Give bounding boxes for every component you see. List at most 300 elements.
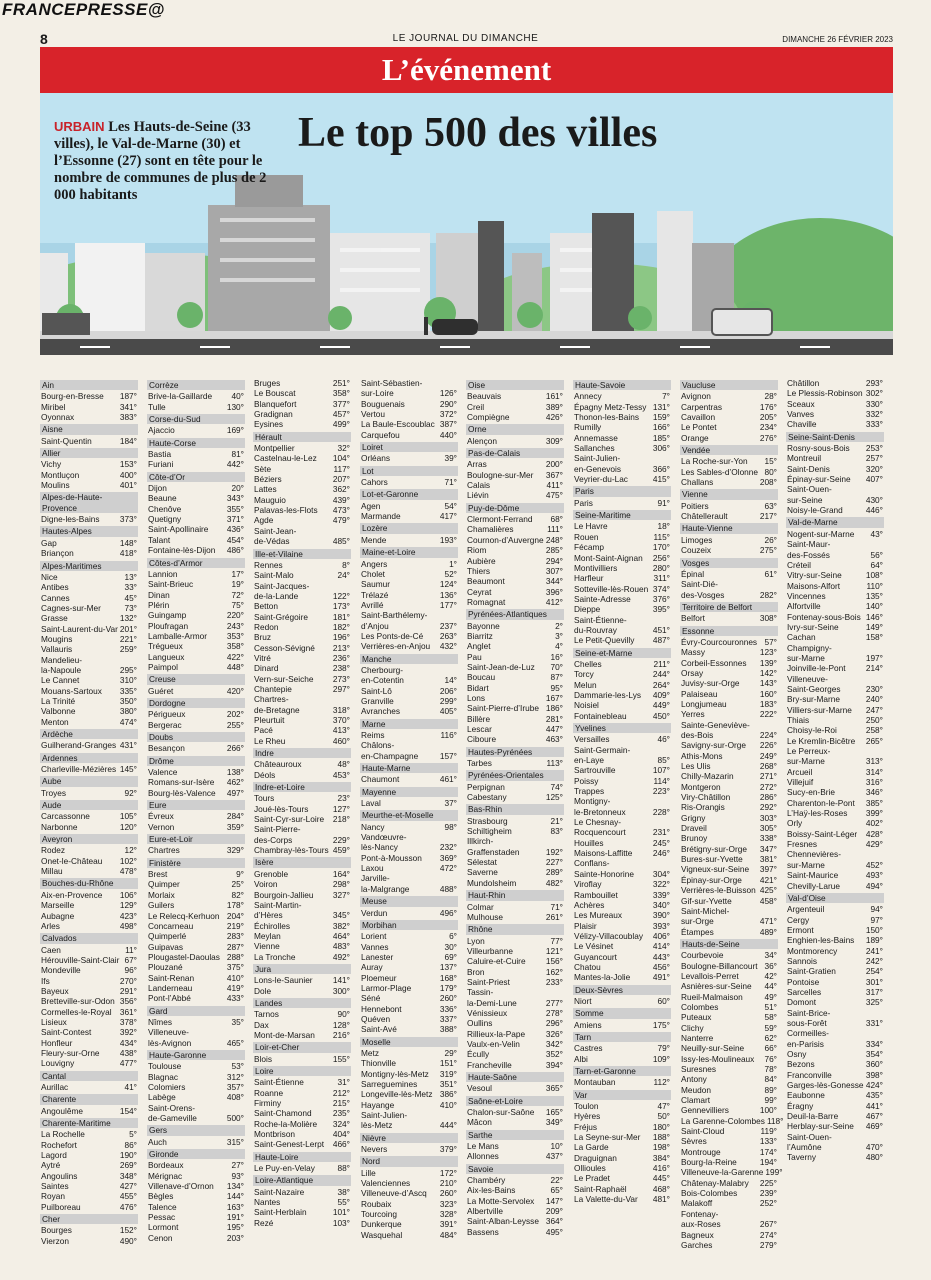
town-rank: 370° bbox=[332, 715, 350, 725]
town-rank: 496° bbox=[439, 907, 457, 918]
town-name: Furiani bbox=[148, 459, 174, 470]
town-name: Orange bbox=[681, 432, 709, 443]
town-row bbox=[680, 1043, 778, 1053]
town-row bbox=[147, 402, 245, 412]
town-rank: 415° bbox=[652, 474, 670, 485]
town-row bbox=[360, 696, 458, 706]
town-row bbox=[680, 771, 778, 781]
town-rank: 315° bbox=[226, 1136, 244, 1147]
town-name: Dammarie-les-Lys bbox=[574, 689, 641, 700]
town-rank: 66° bbox=[764, 1043, 777, 1054]
town-rank: 431° bbox=[119, 740, 137, 751]
town-name: Saint-Laurent-du-Var bbox=[41, 623, 118, 634]
town-name: Talant bbox=[148, 534, 171, 545]
town-name: Échirolles bbox=[254, 920, 290, 931]
town-rank: 395° bbox=[652, 604, 670, 615]
town-rank: 401° bbox=[119, 480, 137, 491]
town-name: Grasse bbox=[41, 613, 68, 624]
town-name: Arras bbox=[467, 459, 487, 470]
town-name: Mulhouse bbox=[467, 911, 503, 922]
town-name: Chatou bbox=[574, 961, 601, 972]
town-name: Villiers-sur-Marne bbox=[787, 704, 852, 715]
town-name: Villeneuve- bbox=[787, 673, 828, 684]
town-rank: 84° bbox=[764, 1074, 777, 1085]
town-name: Saint-Maur- bbox=[787, 539, 831, 550]
town-name: Saint-Dié- bbox=[681, 579, 718, 590]
town-name: Ris-Orangis bbox=[681, 802, 725, 813]
town-rank: 347° bbox=[759, 843, 777, 854]
town-name: Valenciennes bbox=[361, 1178, 411, 1189]
town-row bbox=[40, 955, 138, 965]
ranking-column bbox=[466, 378, 564, 1237]
town-name: Strasbourg bbox=[467, 815, 508, 826]
town-row bbox=[573, 1194, 671, 1204]
town-row bbox=[786, 1039, 884, 1049]
town-rank: 259° bbox=[119, 644, 137, 655]
town-rank: 47° bbox=[657, 1101, 670, 1112]
town-rank: 372° bbox=[439, 409, 457, 420]
town-row bbox=[786, 946, 884, 956]
town-row bbox=[466, 878, 564, 888]
town-rank: 351° bbox=[439, 1079, 457, 1089]
town-row bbox=[680, 792, 778, 802]
department-header: Seine-Maritime bbox=[573, 510, 671, 520]
town-row bbox=[147, 931, 245, 941]
town-name: Montpellier bbox=[254, 443, 295, 454]
town-row bbox=[360, 665, 458, 675]
town-row bbox=[573, 498, 671, 508]
town-name: Vigneux-sur-Seine bbox=[681, 864, 750, 875]
town-name: Sucy-en-Brie bbox=[787, 787, 835, 798]
town-row bbox=[40, 1017, 138, 1027]
town-rank: 426° bbox=[545, 412, 563, 423]
town-name: Millau bbox=[41, 866, 63, 877]
town-name: Amiens bbox=[574, 1019, 602, 1030]
town-rank: 235° bbox=[332, 1108, 350, 1119]
town-row bbox=[786, 581, 884, 591]
town-row bbox=[573, 1020, 671, 1030]
town-row bbox=[360, 1144, 458, 1154]
town-rank: 486° bbox=[226, 545, 244, 556]
town-row bbox=[466, 1206, 564, 1216]
town-rank: 387° bbox=[439, 419, 457, 430]
town-rank: 339° bbox=[652, 889, 670, 900]
town-name: Le Mans bbox=[467, 1141, 499, 1152]
town-rank: 161° bbox=[545, 391, 563, 402]
town-rank: 33° bbox=[124, 582, 137, 593]
town-row bbox=[147, 777, 245, 787]
town-name: Ploemeur bbox=[361, 972, 397, 983]
town-rank: 17° bbox=[231, 568, 244, 579]
town-name: Saint-Nazaire bbox=[254, 1186, 305, 1197]
town-row bbox=[680, 802, 778, 812]
town-name: Vélizy-Villacoublay bbox=[574, 930, 644, 941]
department-header: Loire bbox=[253, 1066, 351, 1076]
town-rank: 366° bbox=[652, 463, 670, 474]
town-rank: 303° bbox=[759, 812, 777, 823]
town-rank: 23° bbox=[337, 793, 350, 804]
town-rank: 222° bbox=[759, 709, 777, 720]
town-rank: 284° bbox=[226, 811, 244, 822]
department-header: Finistère bbox=[147, 858, 245, 868]
town-name: Paris bbox=[574, 497, 593, 508]
town-rank: 358° bbox=[332, 388, 350, 399]
town-name: Chalon-sur-Saône bbox=[467, 1107, 535, 1118]
town-row bbox=[786, 1049, 884, 1059]
town-name: Bègles bbox=[148, 1191, 174, 1202]
town-row bbox=[680, 1012, 778, 1022]
town-row bbox=[40, 634, 138, 644]
town-rank: 295° bbox=[119, 664, 137, 675]
town-name: Cenon bbox=[148, 1232, 173, 1243]
town-row bbox=[147, 610, 245, 620]
town-rank: 326° bbox=[545, 1028, 563, 1039]
town-row bbox=[147, 709, 245, 719]
town-name: Mandelieu- bbox=[41, 654, 83, 665]
town-rank: 429° bbox=[865, 839, 883, 850]
town-name: Arles bbox=[41, 920, 60, 931]
town-row bbox=[466, 1141, 564, 1151]
town-rank: 35° bbox=[231, 1016, 244, 1027]
town-rank: 456° bbox=[652, 961, 670, 972]
town-row bbox=[786, 529, 884, 539]
town-name: Avrillé bbox=[361, 599, 384, 610]
town-name: Lille bbox=[361, 1167, 376, 1178]
lede-paragraph bbox=[54, 118, 284, 204]
town-row bbox=[573, 776, 671, 786]
town-name: Bastia bbox=[148, 449, 172, 460]
town-row bbox=[40, 1236, 138, 1246]
town-rank: 302° bbox=[865, 388, 883, 399]
town-rank: 204° bbox=[226, 910, 244, 921]
town-name: La Roche-sur-Yon bbox=[681, 456, 748, 467]
town-name: Bry-sur-Marne bbox=[787, 694, 841, 705]
town-rank: 367° bbox=[545, 469, 563, 480]
kicker: URBAIN bbox=[54, 119, 105, 134]
headline: Le top 500 des villes bbox=[298, 110, 658, 156]
town-row bbox=[253, 890, 351, 900]
town-row bbox=[786, 777, 884, 787]
town-rank: 369° bbox=[439, 852, 457, 863]
town-name: Beaune bbox=[148, 493, 177, 504]
town-rank: 250° bbox=[865, 715, 883, 725]
town-row bbox=[360, 730, 458, 740]
town-rank: 409° bbox=[652, 689, 670, 700]
town-name: Ivry-sur-Seine bbox=[787, 621, 839, 632]
town-name: Nancy bbox=[361, 821, 385, 832]
town-row bbox=[253, 505, 351, 515]
town-name: Les Ulis bbox=[681, 761, 711, 772]
town-name: Belfort bbox=[681, 613, 705, 624]
town-row bbox=[360, 993, 458, 1003]
town-row bbox=[786, 1059, 884, 1069]
town-row bbox=[786, 987, 884, 997]
town-row bbox=[466, 782, 564, 792]
town-rank: 79° bbox=[657, 1043, 670, 1054]
town-name: Sotteville-lès-Rouen bbox=[574, 583, 649, 594]
town-rank: 411° bbox=[546, 480, 563, 491]
town-rank: 42° bbox=[764, 970, 777, 981]
town-rank: 127° bbox=[332, 803, 350, 814]
town-row bbox=[680, 402, 778, 412]
town-row bbox=[680, 637, 778, 647]
town-name: Limoges bbox=[681, 534, 713, 545]
town-row bbox=[40, 788, 138, 798]
town-name: La Garde bbox=[574, 1142, 609, 1153]
town-row bbox=[573, 1173, 671, 1183]
town-row bbox=[466, 1185, 564, 1195]
town-name: Gap bbox=[41, 537, 57, 548]
town-row bbox=[786, 870, 884, 880]
town-rank: 309° bbox=[545, 435, 563, 446]
town-row bbox=[466, 714, 564, 724]
town-row bbox=[680, 456, 778, 466]
town-row bbox=[253, 1098, 351, 1108]
town-row bbox=[253, 952, 351, 962]
town-row bbox=[573, 921, 671, 931]
town-name: Grigny bbox=[681, 812, 706, 823]
section-rubric: L’événement bbox=[40, 47, 893, 93]
town-rank: 15° bbox=[764, 456, 777, 467]
town-name: Saint-Genest-Lerpt bbox=[254, 1139, 325, 1150]
town-rank: 228° bbox=[652, 806, 670, 817]
department-header: Yvelines bbox=[573, 723, 671, 733]
town-name: Écully bbox=[467, 1049, 490, 1060]
town-rank: 292° bbox=[759, 802, 777, 813]
town-row bbox=[680, 751, 778, 761]
town-name: Le Rheu bbox=[254, 735, 286, 746]
town-rank: 76° bbox=[764, 1053, 777, 1064]
town-name: Laxou bbox=[361, 863, 384, 874]
town-rank: 410° bbox=[226, 972, 244, 983]
town-name: Trélazé bbox=[361, 589, 389, 600]
town-row bbox=[573, 952, 671, 962]
town-row bbox=[786, 1028, 884, 1038]
town-rank: 99° bbox=[764, 1095, 777, 1106]
town-rank: 108° bbox=[865, 570, 883, 581]
town-rank: 264° bbox=[652, 679, 670, 690]
ranking-column bbox=[147, 378, 245, 1243]
town-rank: 95° bbox=[550, 682, 563, 693]
department-header: Loiret bbox=[360, 442, 458, 452]
town-row bbox=[680, 823, 778, 833]
town-name: en-Champagne bbox=[361, 750, 419, 761]
town-rank: 58° bbox=[764, 1012, 777, 1023]
department-header: Alpes-de-Haute-Provence bbox=[40, 492, 138, 513]
town-row bbox=[466, 826, 564, 836]
town-row bbox=[786, 464, 884, 474]
town-name: Poissy bbox=[574, 775, 599, 786]
town-name: La Seyne-sur-Mer bbox=[574, 1132, 641, 1143]
town-row bbox=[786, 925, 884, 935]
town-rank: 440° bbox=[439, 429, 457, 440]
town-name: Les Ponts-de-Cé bbox=[361, 630, 424, 641]
town-row bbox=[680, 1230, 778, 1240]
town-row bbox=[253, 759, 351, 769]
town-name: La Valette-du-Var bbox=[574, 1194, 638, 1205]
town-rank: 353° bbox=[226, 630, 244, 641]
town-name: Mougins bbox=[41, 633, 73, 644]
town-name: Avignon bbox=[681, 391, 711, 402]
town-rank: 55° bbox=[337, 1197, 350, 1208]
town-row bbox=[253, 515, 351, 525]
town-name: Vesoul bbox=[467, 1083, 492, 1094]
town-row bbox=[253, 464, 351, 474]
town-row bbox=[573, 890, 671, 900]
town-row bbox=[147, 822, 245, 832]
town-name: Pont-l’Abbé bbox=[148, 993, 191, 1004]
town-row bbox=[466, 987, 564, 997]
town-name: Toulouse bbox=[148, 1061, 182, 1072]
town-rank: 92° bbox=[124, 787, 137, 798]
town-name: Saint-Alban-Leysse bbox=[467, 1216, 539, 1227]
town-row bbox=[360, 1209, 458, 1219]
town-name: Alfortville bbox=[787, 601, 821, 612]
town-rank: 383° bbox=[119, 412, 137, 423]
department-header: Sarthe bbox=[466, 1130, 564, 1140]
town-name: Pleurtuit bbox=[254, 715, 285, 725]
town-name: Pontoise bbox=[787, 976, 820, 987]
town-row bbox=[253, 622, 351, 632]
town-name: Levallois-Perret bbox=[681, 970, 739, 981]
town-row bbox=[680, 1198, 778, 1208]
town-name: Roanne bbox=[254, 1087, 284, 1098]
department-header: Aveyron bbox=[40, 834, 138, 844]
town-name: Cannes bbox=[41, 592, 70, 603]
town-name: Hayange bbox=[361, 1099, 395, 1110]
town-name: Ermont bbox=[787, 924, 814, 935]
town-row bbox=[466, 946, 564, 956]
town-row bbox=[786, 1090, 884, 1100]
town-row bbox=[360, 973, 458, 983]
town-row bbox=[786, 495, 884, 505]
town-rank: 318° bbox=[332, 704, 350, 715]
town-name: Saint-Brice- bbox=[787, 1007, 831, 1018]
town-rank: 425° bbox=[759, 885, 777, 896]
town-rank: 57° bbox=[764, 636, 777, 647]
town-name: Brunoy bbox=[681, 833, 708, 844]
town-rank: 273° bbox=[332, 673, 350, 684]
department-header: Paris bbox=[573, 486, 671, 496]
town-rank: 130° bbox=[226, 401, 244, 412]
town-rank: 245° bbox=[652, 837, 670, 848]
town-name: Saint-Jean-de-Luz bbox=[467, 661, 535, 672]
town-name: Dax bbox=[254, 1019, 269, 1030]
town-row bbox=[253, 399, 351, 409]
town-rank: 470° bbox=[865, 1142, 883, 1153]
town-name: Blois bbox=[254, 1053, 272, 1064]
town-row bbox=[466, 524, 564, 534]
town-rank: 241° bbox=[865, 945, 883, 956]
town-name: Aix-en-Provence bbox=[41, 889, 103, 900]
town-rank: 178° bbox=[226, 900, 244, 911]
town-name: Étampes bbox=[681, 926, 714, 937]
department-header: Tarn bbox=[573, 1032, 671, 1042]
town-row bbox=[573, 807, 671, 817]
town-name: Séné bbox=[361, 993, 381, 1004]
town-name: Noisiel bbox=[574, 700, 599, 711]
town-row bbox=[147, 962, 245, 972]
town-row bbox=[573, 1101, 671, 1111]
town-rank: 342° bbox=[545, 1038, 563, 1049]
town-name: Troyes bbox=[41, 787, 67, 798]
town-name: Bouguenais bbox=[361, 398, 405, 409]
town-row bbox=[253, 536, 351, 546]
town-rank: 102° bbox=[119, 855, 137, 866]
town-row bbox=[573, 972, 671, 982]
town-name: Bergerac bbox=[148, 719, 182, 730]
town-name: Épinal bbox=[681, 568, 705, 579]
town-row bbox=[360, 378, 458, 388]
town-rank: 224° bbox=[759, 730, 777, 740]
town-name: Bayonne bbox=[467, 620, 500, 631]
town-name: Mouans-Sartoux bbox=[41, 685, 102, 696]
town-row bbox=[147, 483, 245, 493]
town-row bbox=[680, 1002, 778, 1012]
town-name: Saint-Grégoire bbox=[254, 611, 308, 622]
town-rank: 134° bbox=[226, 1181, 244, 1192]
town-name: Le Pontet bbox=[681, 422, 717, 433]
town-name: Avranches bbox=[361, 706, 401, 717]
town-rank: 109° bbox=[652, 1053, 670, 1064]
town-row bbox=[786, 808, 884, 818]
town-name: Calais bbox=[467, 480, 491, 491]
town-name: Viry-Châtillon bbox=[681, 792, 731, 803]
town-name: Annecy bbox=[574, 391, 602, 402]
town-rank: 243° bbox=[226, 620, 244, 631]
town-rank: 386° bbox=[439, 1089, 457, 1100]
town-row bbox=[147, 621, 245, 631]
town-rank: 430° bbox=[865, 494, 883, 505]
town-name: Colomiers bbox=[148, 1082, 186, 1092]
town-rank: 94° bbox=[870, 904, 883, 915]
town-rank: 135° bbox=[865, 590, 883, 601]
town-rank: 399° bbox=[865, 808, 883, 819]
town-rank: 2° bbox=[555, 620, 563, 631]
town-row bbox=[786, 956, 884, 966]
town-rank: 313° bbox=[865, 756, 883, 767]
town-rank: 249° bbox=[759, 750, 777, 761]
town-row bbox=[253, 643, 351, 653]
town-name: Nogent-sur-Marne bbox=[787, 528, 855, 539]
town-row bbox=[360, 641, 458, 651]
town-rank: 345° bbox=[332, 910, 350, 921]
town-rank: 49° bbox=[764, 991, 777, 1002]
town-rank: 62° bbox=[764, 1032, 777, 1043]
town-name: Boulogne-sur-Mer bbox=[467, 469, 534, 480]
town-row bbox=[253, 1108, 351, 1118]
town-rank: 448° bbox=[226, 661, 244, 672]
town-rank: 188° bbox=[652, 1132, 670, 1143]
town-row bbox=[253, 705, 351, 715]
town-row bbox=[147, 743, 245, 753]
town-row bbox=[786, 977, 884, 987]
town-name: Puteaux bbox=[681, 1012, 712, 1023]
town-name: Aix-les-Bains bbox=[467, 1185, 516, 1196]
town-rank: 280° bbox=[652, 562, 670, 573]
town-name: Rambouillet bbox=[574, 889, 618, 900]
town-rank: 118° bbox=[766, 1115, 784, 1126]
town-row bbox=[573, 563, 671, 573]
town-row bbox=[786, 915, 884, 925]
town-row bbox=[680, 813, 778, 823]
town-rank: 484° bbox=[439, 1229, 457, 1240]
town-row bbox=[360, 1014, 458, 1024]
town-name: Orléans bbox=[361, 453, 391, 464]
town-name: Lormont bbox=[148, 1222, 179, 1233]
town-rank: 371° bbox=[226, 514, 244, 525]
town-rank: 103° bbox=[332, 1217, 350, 1228]
